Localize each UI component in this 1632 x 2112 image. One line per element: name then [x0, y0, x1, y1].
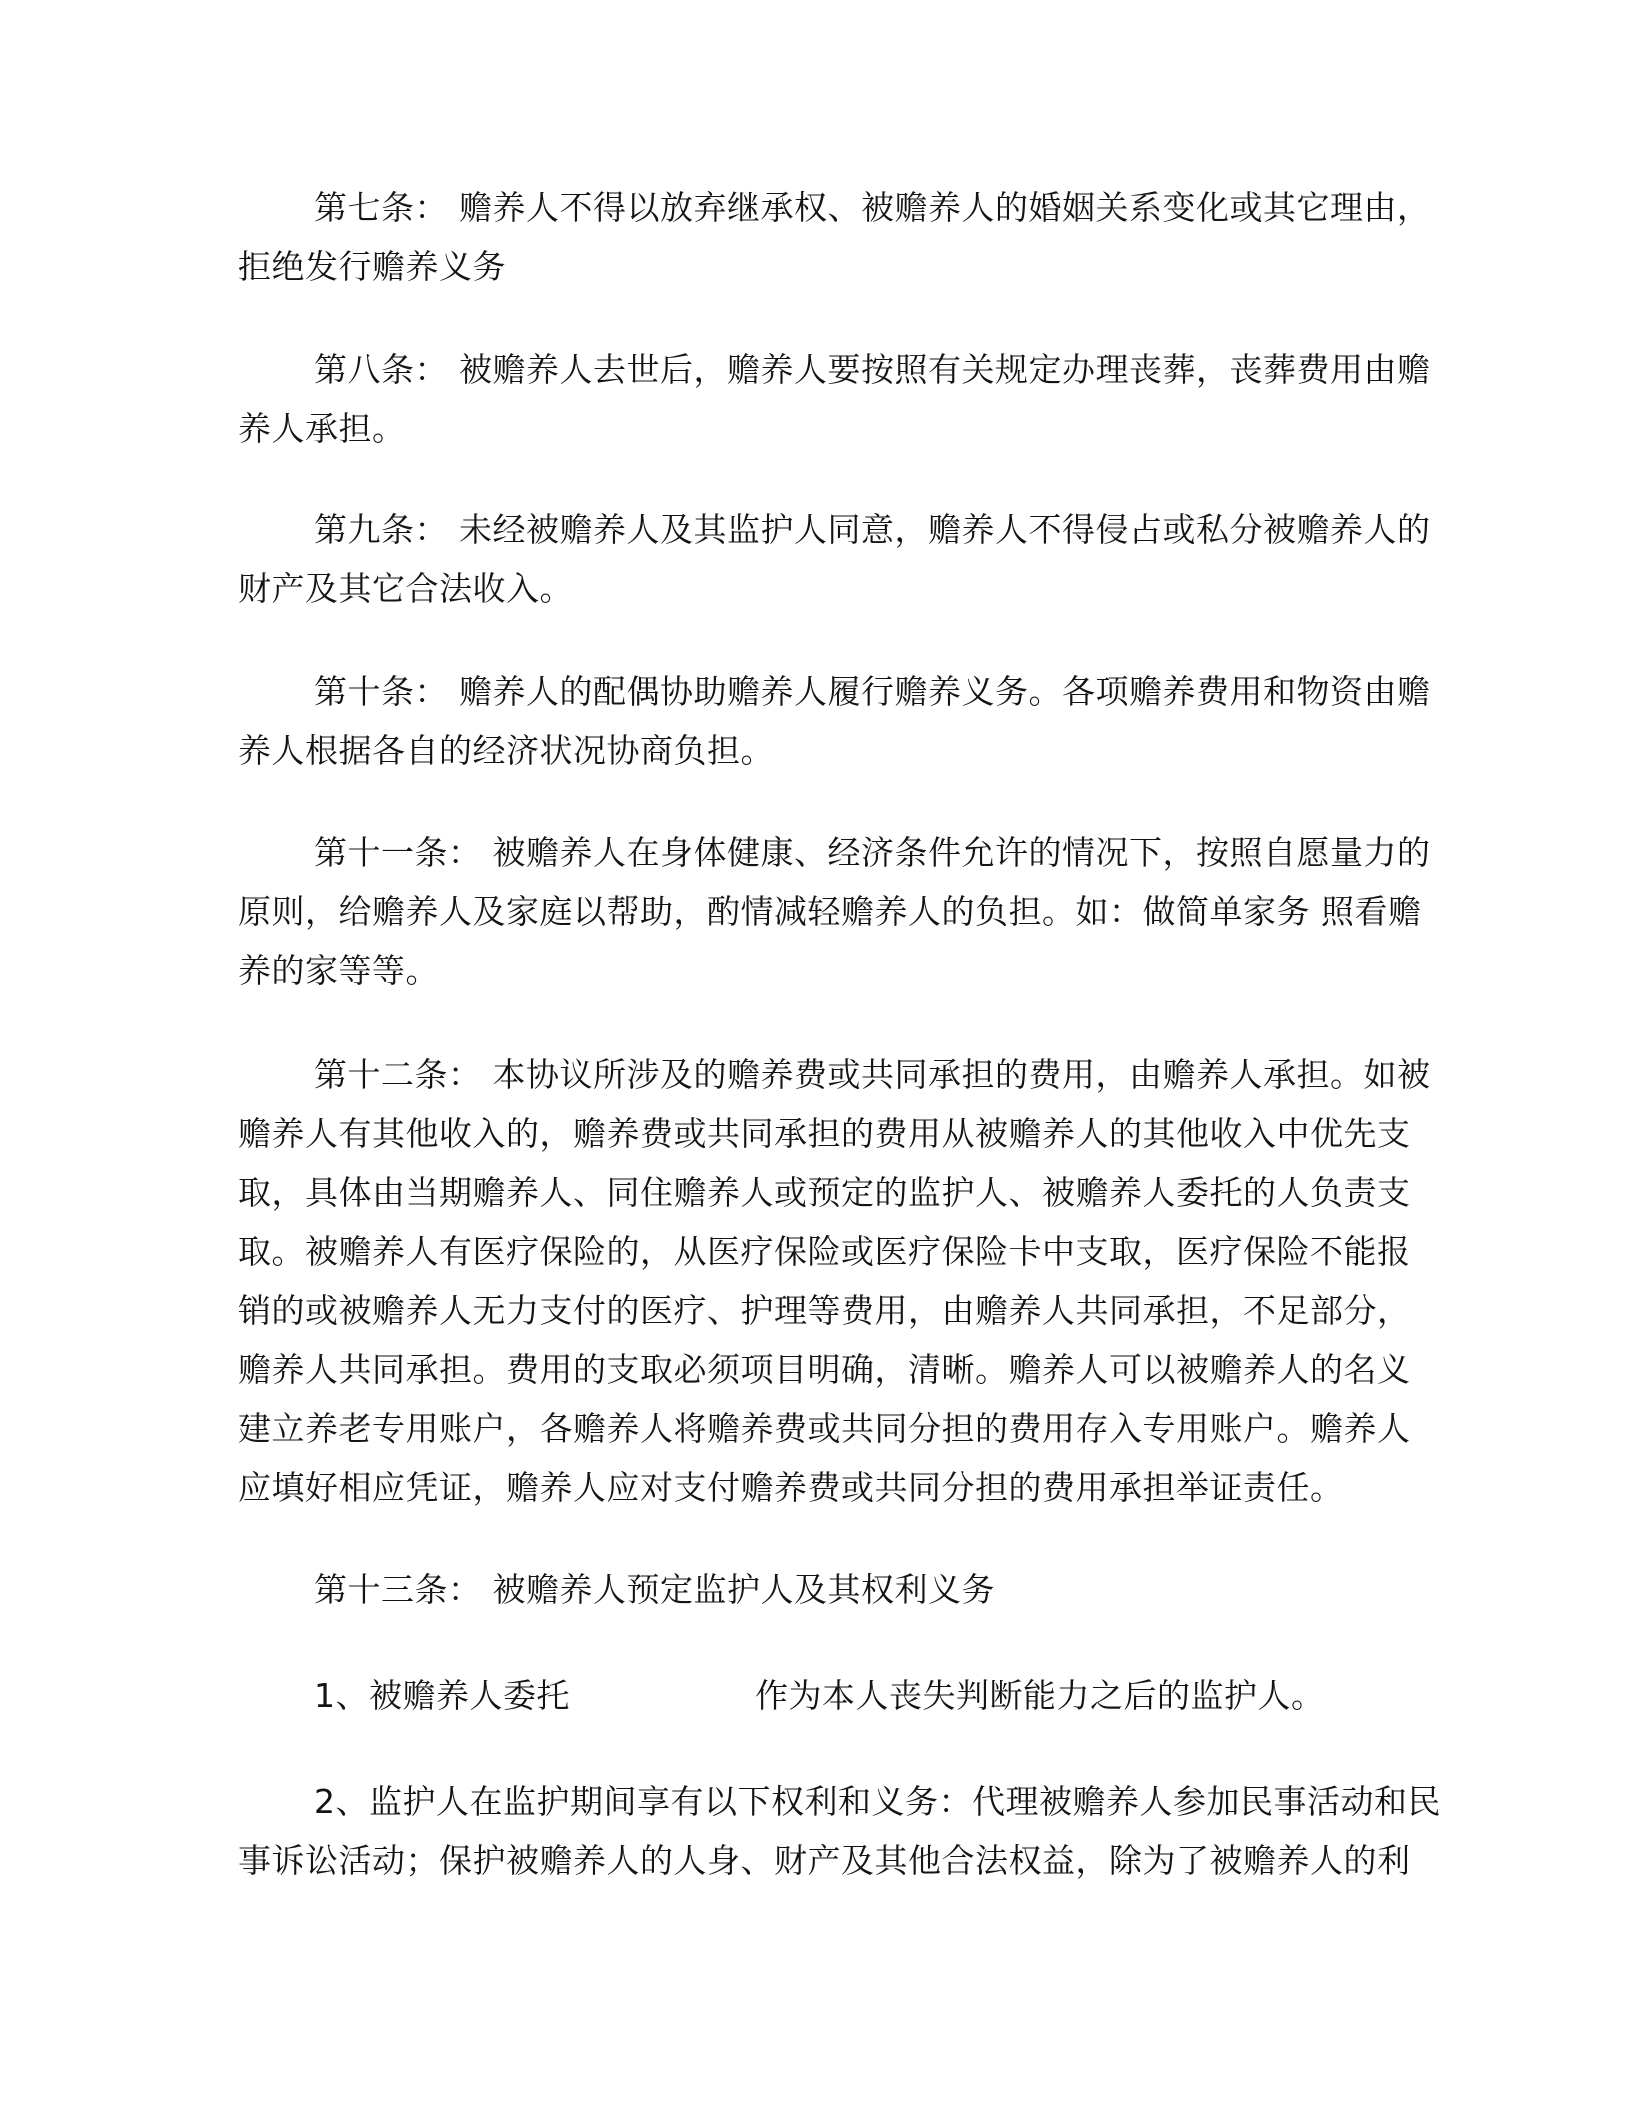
paragraph-line: 销的或被赡养人无力支付的医疗、护理等费用，由赡养人共同承担，不足部分， — [238, 1291, 1411, 1330]
paragraph-line: 第十三条： 被赡养人预定监护人及其权利义务 — [314, 1570, 995, 1609]
clause-1-text-after: 作为本人丧失判断能力之后的监护人。 — [755, 1676, 1325, 1715]
paragraph-line: 原则，给赡养人及家庭以帮助，酌情减轻赡养人的负担。如：做简单家务 照看赡 — [238, 892, 1422, 931]
clause-1 — [238, 1666, 1378, 1725]
article-7 — [238, 178, 1431, 296]
paragraph-line — [238, 1666, 1378, 1725]
article-8 — [238, 340, 1431, 458]
paragraph-line: 事诉讼活动；保护被赡养人的人身、财产及其他合法权益，除为了被赡养人的利 — [238, 1841, 1411, 1880]
article-13 — [238, 1560, 1378, 1619]
paragraph-line: 拒绝发行赡养义务 — [238, 247, 506, 286]
paragraph-line: 养人承担。 — [238, 409, 406, 448]
paragraph-line: 第八条： 被赡养人去世后，赡养人要按照有关规定办理丧葬，丧葬费用由赡 — [314, 350, 1431, 389]
paragraph-line: 赡养人有其他收入的，赡养费或共同承担的费用从被赡养人的其他收入中优先支 — [238, 1114, 1411, 1153]
paragraph-line: 第十一条： 被赡养人在身体健康、经济条件允许的情况下，按照自愿量力的 — [314, 833, 1431, 872]
article-11 — [238, 823, 1431, 1000]
clause-2 — [238, 1772, 1441, 1890]
paragraph-line: 应填好相应凭证，赡养人应对支付赡养费或共同分担的费用承担举证责任。 — [238, 1468, 1344, 1507]
paragraph-line: 取。被赡养人有医疗保险的，从医疗保险或医疗保险卡中支取，医疗保险不能报 — [238, 1232, 1411, 1271]
article-12 — [238, 1045, 1431, 1517]
article-10 — [238, 662, 1431, 780]
paragraph-line: 2、监护人在监护期间享有以下权利和义务：代理被赡养人参加民事活动和民 — [314, 1782, 1441, 1821]
article-9 — [238, 500, 1431, 618]
paragraph-line: 建立养老专用账户，各赡养人将赡养费或共同分担的费用存入专用账户。赡养人 — [238, 1409, 1411, 1448]
paragraph-line: 财产及其它合法收入。 — [238, 569, 573, 608]
paragraph-line: 第七条： 赡养人不得以放弃继承权、被赡养人的婚姻关系变化或其它理由， — [314, 188, 1431, 227]
paragraph-line: 第十条： 赡养人的配偶协助赡养人履行赡养义务。各项赡养费用和物资由赡 — [314, 672, 1431, 711]
paragraph-line: 取，具体由当期赡养人、同住赡养人或预定的监护人、被赡养人委托的人负责支 — [238, 1173, 1411, 1212]
paragraph-line: 养人根据各自的经济状况协商负担。 — [238, 731, 774, 770]
clause-1-text-before: 1、被赡养人委托 — [314, 1676, 570, 1715]
paragraph-line: 养的家等等。 — [238, 951, 439, 990]
paragraph-line: 赡养人共同承担。费用的支取必须项目明确，清晰。赡养人可以被赡养人的名义 — [238, 1350, 1411, 1389]
paragraph-line: 第十二条： 本协议所涉及的赡养费或共同承担的费用，由赡养人承担。如被 — [314, 1055, 1431, 1094]
paragraph-line: 第九条： 未经被赡养人及其监护人同意，赡养人不得侵占或私分被赡养人的 — [314, 510, 1431, 549]
